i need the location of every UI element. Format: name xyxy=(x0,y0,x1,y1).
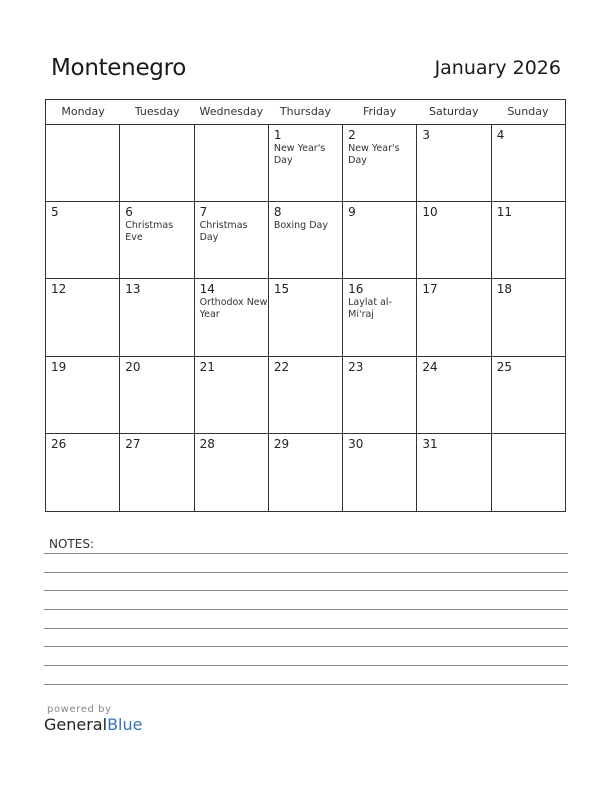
day-cell xyxy=(417,357,491,433)
day-cell xyxy=(269,357,343,433)
day-cell xyxy=(120,125,194,201)
day-cell xyxy=(269,279,343,355)
day-cell xyxy=(343,357,417,433)
holiday-label: Christmas Day xyxy=(199,220,248,244)
logo-blue-text: Blue xyxy=(107,715,143,734)
day-cell xyxy=(120,434,194,511)
generalblue-logo xyxy=(44,715,142,735)
day-number: 26 xyxy=(51,436,67,451)
day-cell xyxy=(417,434,491,511)
day-number: 14 xyxy=(199,282,215,297)
day-cell xyxy=(195,434,269,511)
notes-line xyxy=(44,609,568,610)
day-number: 16 xyxy=(348,282,364,297)
weekday-label: Saturday xyxy=(428,105,479,118)
weekday-label: Tuesday xyxy=(134,105,180,118)
notes-line xyxy=(44,665,568,666)
powered-by-text: powered by xyxy=(47,704,112,715)
day-number: 29 xyxy=(273,436,290,451)
day-cell xyxy=(492,279,565,355)
day-cell xyxy=(46,434,120,511)
day-number: 22 xyxy=(273,359,290,374)
day-cell xyxy=(492,202,565,278)
day-number: 19 xyxy=(51,359,67,374)
weekday-header xyxy=(46,100,565,125)
day-number: 4 xyxy=(496,128,505,142)
notes-line xyxy=(44,553,568,554)
day-number: 7 xyxy=(199,205,208,220)
day-cell xyxy=(343,434,417,511)
day-number: 15 xyxy=(273,282,290,297)
weekday-label: Sunday xyxy=(507,105,549,118)
day-number: 23 xyxy=(348,359,364,374)
day-number: 24 xyxy=(422,359,438,374)
day-number: 27 xyxy=(125,436,141,451)
day-cell xyxy=(343,125,417,201)
holiday-label: Christmas Eve xyxy=(125,220,174,244)
day-number: 2 xyxy=(348,128,356,142)
country-title: Montenegro xyxy=(51,55,187,81)
brand-logo xyxy=(44,704,142,735)
notes-line xyxy=(44,646,568,647)
holiday-label: New Year's Day xyxy=(348,143,400,166)
notes-line xyxy=(44,684,568,685)
day-cell xyxy=(120,279,194,355)
notes-line xyxy=(44,628,568,629)
day-cell xyxy=(46,279,120,355)
day-number: 1 xyxy=(273,128,282,142)
day-number: 6 xyxy=(125,205,133,220)
day-cell xyxy=(195,279,269,355)
holiday-label: Boxing Day xyxy=(273,220,328,232)
calendar-grid xyxy=(45,99,566,512)
calendar-week xyxy=(46,357,565,434)
day-cell xyxy=(46,125,120,201)
weekday-label: Wednesday xyxy=(199,105,264,118)
weekday-label: Friday xyxy=(362,105,397,118)
weekday-label: Thursday xyxy=(279,105,332,118)
day-number: 9 xyxy=(348,205,356,220)
day-cell xyxy=(46,357,120,433)
day-cell xyxy=(417,202,491,278)
calendar-week xyxy=(46,279,565,356)
holiday-label: Orthodox New Year xyxy=(199,297,268,321)
day-number: 25 xyxy=(496,359,512,374)
day-cell xyxy=(492,434,565,511)
day-cell xyxy=(195,202,269,278)
day-number: 30 xyxy=(348,436,364,451)
holiday-label: New Year's Day xyxy=(273,143,326,166)
logo-general-text: General xyxy=(44,715,108,734)
day-cell xyxy=(269,125,343,201)
weekday-label: Monday xyxy=(61,105,105,118)
day-cell xyxy=(492,125,565,201)
day-number: 17 xyxy=(422,282,438,297)
day-cell xyxy=(269,434,343,511)
month-title: January 2026 xyxy=(434,57,561,79)
day-number: 31 xyxy=(422,436,438,451)
day-cell xyxy=(195,357,269,433)
day-cell xyxy=(120,357,194,433)
notes-line xyxy=(44,572,568,573)
day-number: 20 xyxy=(125,359,141,374)
day-cell xyxy=(46,202,120,278)
calendar-week xyxy=(46,202,565,279)
day-number: 18 xyxy=(496,282,512,297)
day-number: 11 xyxy=(496,205,512,220)
day-number: 21 xyxy=(199,359,215,374)
day-number: 28 xyxy=(199,436,215,451)
day-cell xyxy=(195,125,269,201)
day-cell xyxy=(417,279,491,355)
day-number: 13 xyxy=(125,282,141,297)
calendar-week xyxy=(46,125,565,202)
day-number: 5 xyxy=(51,205,59,220)
holiday-label: Laylat al-Mi'raj xyxy=(348,297,392,321)
day-cell xyxy=(343,202,417,278)
day-cell xyxy=(492,357,565,433)
day-cell xyxy=(417,125,491,201)
day-number: 3 xyxy=(422,128,431,142)
day-cell xyxy=(269,202,343,278)
day-number: 10 xyxy=(422,205,438,220)
notes-label: NOTES: xyxy=(49,537,94,551)
day-cell xyxy=(120,202,194,278)
notes-line xyxy=(44,590,568,591)
day-number: 8 xyxy=(273,205,282,220)
calendar-week xyxy=(46,434,565,511)
day-cell xyxy=(343,279,417,355)
day-number: 12 xyxy=(51,282,67,297)
